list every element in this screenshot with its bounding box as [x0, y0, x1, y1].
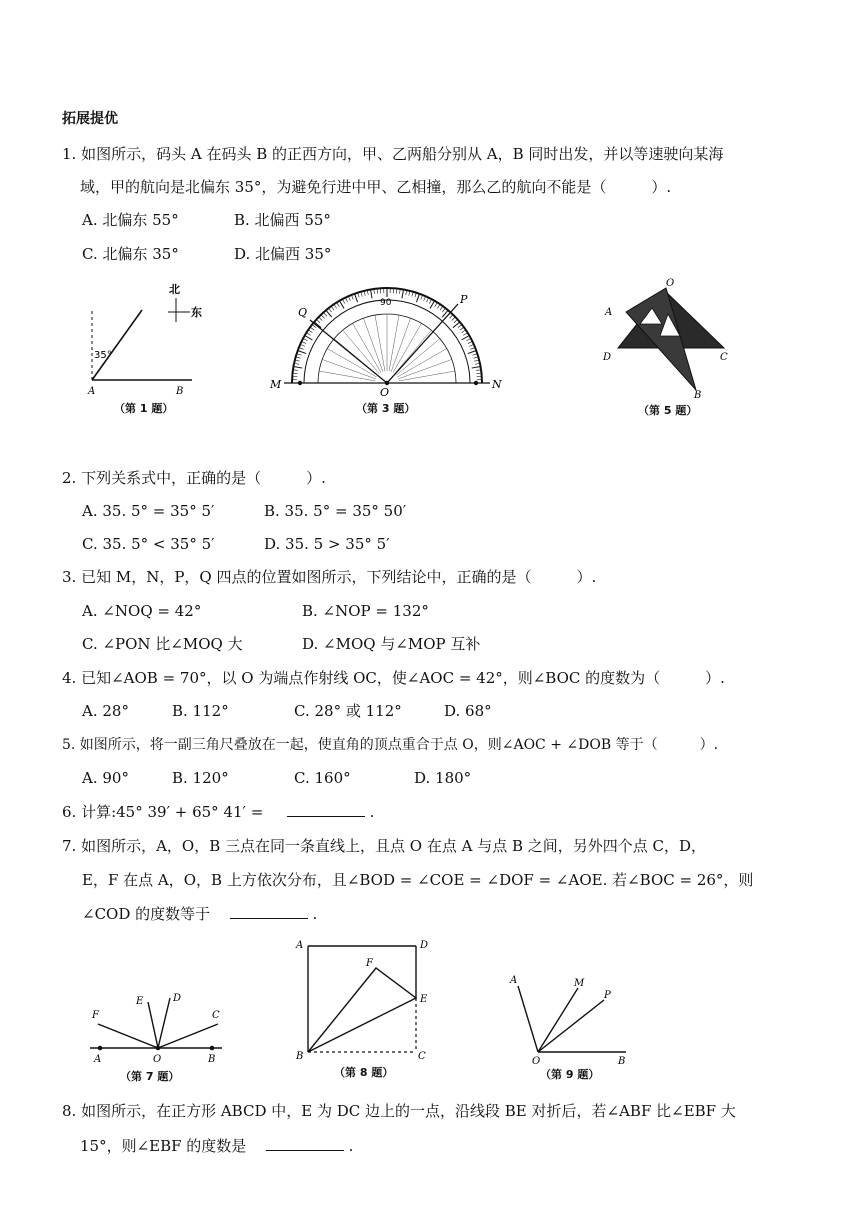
protractor-guide-line: [322, 359, 376, 378]
q7-line3: [82, 903, 317, 925]
protractor-tick: [302, 341, 306, 343]
fig7-label-c: C: [212, 1010, 220, 1021]
fig5-caption: （第 5 题）: [638, 404, 698, 417]
q7-line2: E，F 在点 A，O，B 上方依次分布，且∠BOD = ∠COE = ∠DOF = ∠AOE. 若∠BOC = 26°，则: [82, 871, 754, 889]
fig1-caption: （第 1 题）: [114, 402, 174, 415]
fig8-label-c: C: [418, 1051, 426, 1062]
fig9-caption: （第 9 题）: [540, 1068, 600, 1081]
protractor-tick: [416, 294, 419, 302]
protractor-guide-line: [391, 318, 410, 372]
protractor-tick: [355, 294, 358, 302]
fig3-label-p: P: [460, 293, 468, 306]
protractor-tick: [450, 315, 453, 319]
fig5-label-o: O: [666, 278, 675, 289]
q7-line1: 7. 如图所示，A，O，B 三点在同一条直线上，且点 O 在点 A 与点 B 之间，另外四个点 C，D，: [62, 837, 707, 855]
q3-option-d: D. ∠MOQ 与∠MOP 互补: [302, 635, 481, 653]
q6-stem-text: 6. 计算:45° 39′ + 65° 41′ =: [62, 803, 264, 821]
protractor-tick: [463, 333, 467, 336]
q6-end: .: [369, 803, 375, 821]
protractor-tick: [472, 367, 481, 369]
protractor-tick: [435, 302, 438, 306]
q2-option-d: D. 35. 5 > 35° 5′: [264, 535, 390, 553]
q2-option-c: C. 35. 5° < 35° 5′: [82, 535, 215, 553]
protractor-guide-line: [319, 371, 375, 381]
protractor-tick: [293, 367, 302, 369]
fig1-east-label: 东: [191, 306, 202, 319]
fig8-label-b: B: [296, 1051, 304, 1062]
protractor-tick: [308, 330, 312, 333]
protractor-tick: [371, 289, 373, 298]
q3-option-b: B. ∠NOP = 132°: [302, 602, 429, 620]
q1-option-b: B. 北偏西 55°: [234, 211, 331, 229]
q8-end: .: [348, 1137, 354, 1155]
protractor-tick: [462, 330, 466, 333]
q2-option-a: A. 35. 5° = 35° 5′: [82, 502, 215, 520]
fig8-caption: （第 8 题）: [334, 1066, 394, 1079]
q2-stem: 2. 下列关系式中，正确的是（ ）.: [62, 469, 326, 487]
q7-answer-blank[interactable]: [230, 904, 308, 919]
protractor-guide-line: [375, 315, 385, 371]
q1-option-a: A. 北偏东 55°: [82, 211, 179, 229]
protractor-tick: [331, 306, 334, 310]
protractor-tick: [460, 327, 464, 330]
q1-line2: 域，甲的航向是北偏东 35°，为避免行进中甲、乙相撞，那么乙的航向不能是（ ）.: [80, 178, 672, 196]
protractor-tick: [402, 289, 404, 298]
protractor-tick: [442, 308, 445, 312]
q4-stem: 4. 已知∠AOB = 70°，以 O 为端点作射线 OC，使∠AOC = 42°，则∠BOC 的度数为（ ）.: [62, 669, 725, 687]
fig9-label-a: A: [510, 975, 518, 986]
fig7-label-e: E: [136, 996, 144, 1007]
protractor-tick: [429, 299, 431, 303]
protractor-guide-line: [353, 323, 382, 372]
fig9-label-p: P: [604, 990, 611, 1001]
protractor-tick: [306, 333, 310, 336]
fig7-label-f: F: [92, 1010, 99, 1021]
fig8-label-f: F: [366, 958, 373, 969]
q8-line2: [80, 1135, 353, 1157]
protractor-guide-line: [389, 315, 399, 371]
q8-line1: 8. 如图所示，在正方形 ABCD 中，E 为 DC 边上的一点，沿线段 BE 对折后，若∠ABF 比∠EBF 大: [62, 1102, 736, 1120]
protractor-tick: [340, 301, 345, 309]
protractor-tick: [426, 298, 428, 302]
fig8-label-e: E: [420, 994, 428, 1005]
fig7-label-b: B: [208, 1054, 216, 1065]
q4-option-d: D. 68°: [444, 702, 492, 720]
protractor-guide-line: [363, 318, 382, 372]
fig8-label-a: A: [296, 940, 304, 951]
protractor-tick: [316, 319, 320, 322]
q5-option-d: D. 180°: [414, 769, 472, 787]
fig9-label-b: B: [618, 1056, 626, 1067]
protractor-guide-line: [396, 339, 440, 376]
figure-7: [82, 986, 230, 1068]
q1-option-c: C. 北偏东 35°: [82, 245, 179, 263]
fig8-label-d: D: [420, 940, 429, 951]
fig3-label-o: O: [380, 386, 390, 399]
protractor-tick: [323, 312, 326, 316]
fig1-label-a: A: [88, 386, 96, 397]
protractor-tick: [334, 304, 337, 308]
fig5-label-c: C: [720, 352, 728, 363]
protractor-tick: [461, 336, 469, 341]
fig7-label-a: A: [94, 1054, 102, 1065]
q5-option-b: B. 120°: [172, 769, 229, 787]
protractor-tick: [430, 301, 435, 309]
protractor-tick: [440, 306, 443, 310]
q6-stem: [62, 801, 374, 823]
protractor-tick: [319, 317, 323, 320]
protractor-tick: [466, 338, 470, 340]
fig3-label-q: Q: [298, 306, 308, 319]
protractor-tick: [454, 319, 458, 322]
protractor-tick: [468, 341, 472, 343]
protractor-tick: [305, 336, 313, 341]
q8-answer-blank[interactable]: [266, 1136, 344, 1151]
protractor-tick: [342, 299, 344, 303]
q3-option-a: A. ∠NOQ = 42°: [82, 602, 202, 620]
q1-line1: 1. 如图所示，码头 A 在码头 B 的正西方向，甲、乙两船分别从 A，B 同时出发，并以等速驶向某海: [62, 145, 724, 163]
q2-option-b: B. 35. 5° = 35° 50′: [264, 502, 407, 520]
protractor-guide-line: [399, 371, 455, 381]
q5-option-c: C. 160°: [294, 769, 351, 787]
protractor-tick: [298, 351, 306, 354]
protractor-tick: [452, 317, 456, 320]
protractor-tick: [337, 302, 340, 306]
figure-8-square: [290, 938, 440, 1064]
protractor-tick: [458, 325, 462, 328]
protractor-tick: [300, 344, 305, 346]
fig7-label-d: D: [173, 993, 182, 1004]
fig5-label-a: A: [605, 307, 613, 318]
figure-9: [500, 970, 640, 1066]
q1-option-d: D. 北偏西 35°: [234, 245, 332, 263]
protractor-tick: [424, 296, 426, 301]
q8-line2-text: 15°，则∠EBF 的度数是: [80, 1137, 247, 1155]
protractor-tick: [329, 308, 332, 312]
fig3-label-m: M: [270, 378, 282, 391]
protractor-guide-line: [393, 323, 422, 372]
q6-answer-blank[interactable]: [287, 802, 365, 817]
q4-option-c: C. 28° 或 112°: [294, 702, 402, 720]
q5-stem: 5. 如图所示，将一副三角尺叠放在一起，使直角的顶点重合于点 O，则∠AOC + ∠DOB 等于（ ）.: [62, 737, 719, 753]
fig1-angle-label: 35°: [94, 350, 112, 361]
q7-end: .: [312, 905, 318, 923]
fig1-label-b: B: [176, 386, 184, 397]
fig3-scale-90: 90: [380, 298, 392, 308]
protractor-tick: [345, 298, 347, 302]
protractor-tick: [321, 315, 324, 319]
fig1-north-label: 北: [169, 283, 180, 296]
fig9-label-o: O: [532, 1056, 541, 1067]
figure-3-protractor: [262, 288, 512, 404]
fig7-label-o: O: [153, 1054, 162, 1065]
protractor-tick: [469, 344, 474, 346]
figure-5-triangle-rulers: [598, 278, 738, 400]
figure-1: [80, 276, 220, 396]
protractor-tick: [348, 296, 350, 301]
fig5-label-d: D: [603, 352, 612, 363]
fig9-label-m: M: [574, 978, 585, 989]
fig5-label-b: B: [694, 390, 702, 401]
fig3-caption: （第 3 题）: [356, 402, 416, 415]
q4-option-a: A. 28°: [82, 702, 129, 720]
q3-stem: 3. 已知 M，N，P，Q 四点的位置如图所示，下列结论中，正确的是（ ）.: [62, 568, 597, 586]
q7-line3-text: ∠COD 的度数等于: [82, 905, 211, 923]
protractor-guide-line: [395, 330, 432, 374]
protractor-tick: [468, 351, 476, 354]
q3-option-c: C. ∠PON 比∠MOQ 大: [82, 635, 243, 653]
protractor-tick: [437, 304, 440, 308]
q4-option-b: B. 112°: [172, 702, 229, 720]
protractor-tick: [310, 327, 314, 330]
q5-option-a: A. 90°: [82, 769, 129, 787]
protractor-guide-line: [327, 349, 376, 378]
protractor-tick: [303, 338, 307, 340]
section-title: 拓展提优: [62, 111, 118, 127]
fig7-caption: （第 7 题）: [120, 1070, 180, 1083]
fig3-label-n: N: [492, 378, 502, 391]
